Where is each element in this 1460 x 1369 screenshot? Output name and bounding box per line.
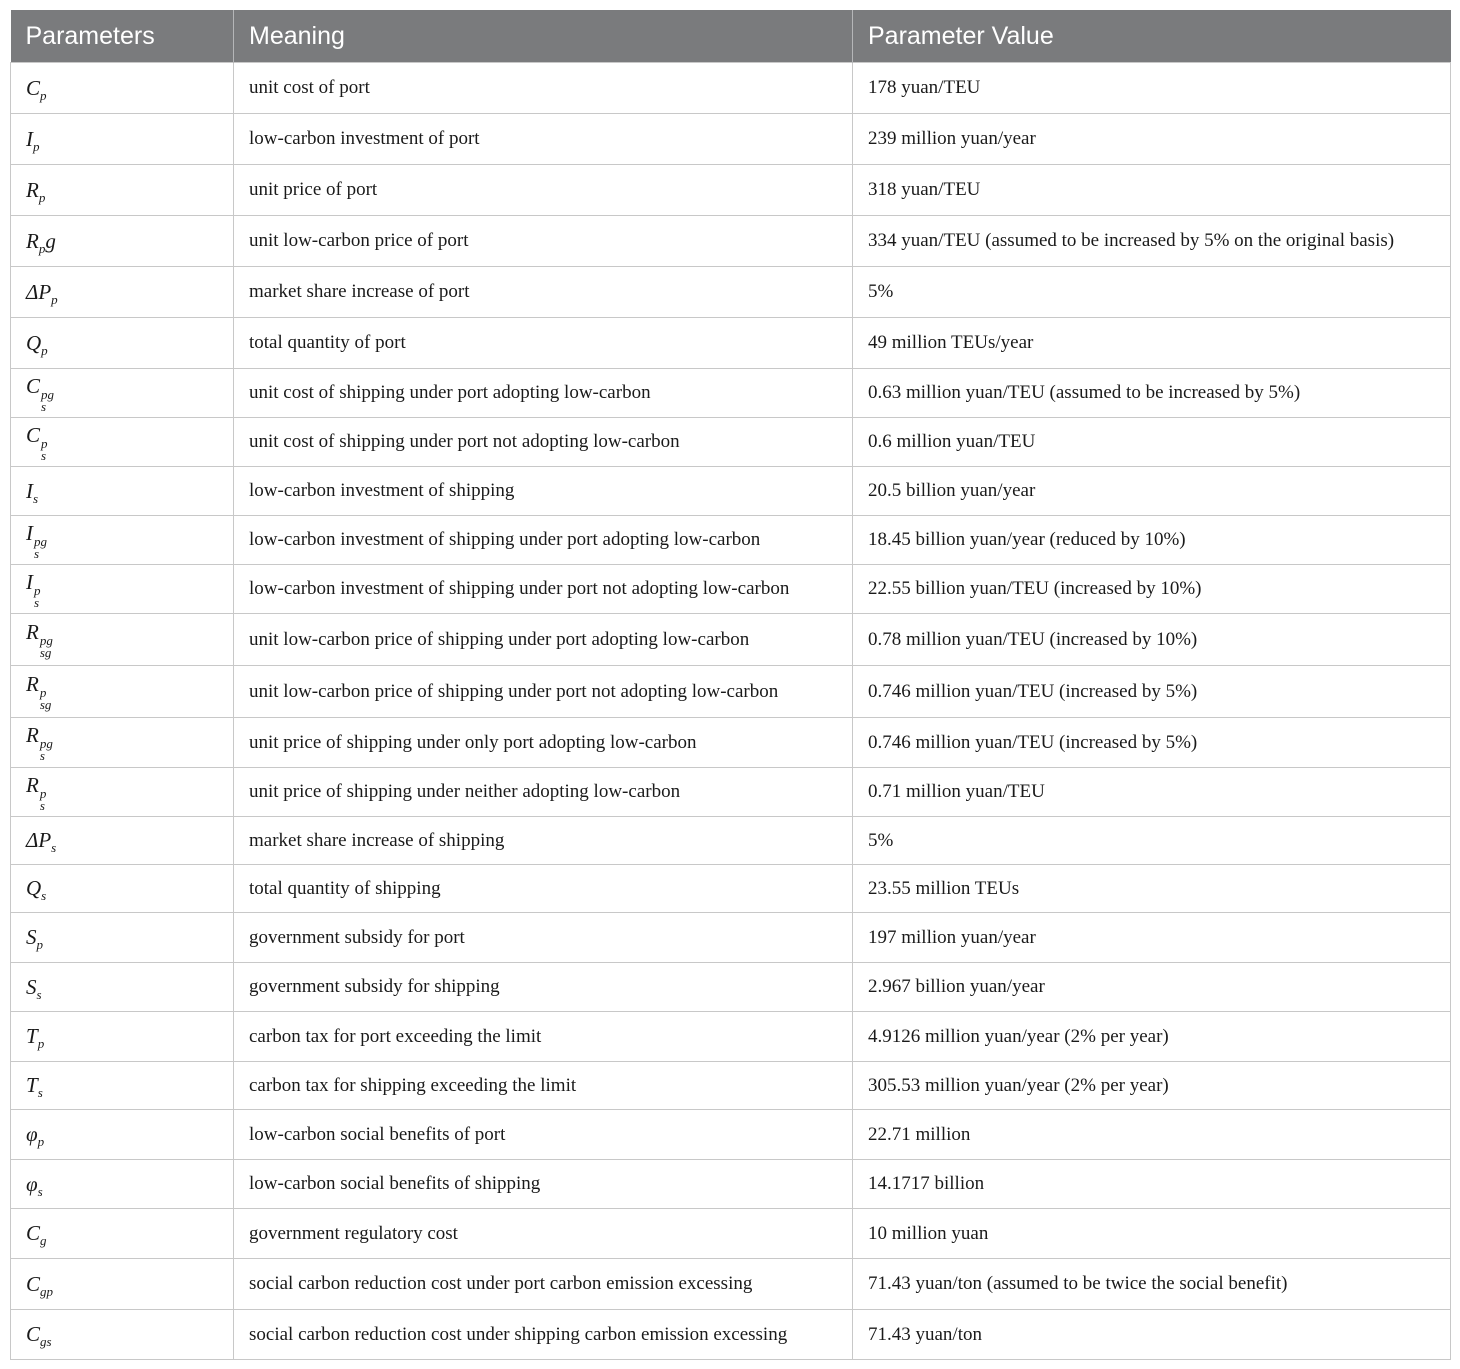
symbol-tail: g bbox=[45, 228, 56, 253]
parameter-symbol bbox=[11, 114, 234, 165]
parameter-symbol bbox=[11, 1259, 234, 1310]
symbol-superscript: p bbox=[41, 435, 48, 451]
symbol-script-stack bbox=[40, 635, 53, 659]
symbol-script-stack bbox=[39, 785, 47, 813]
table-row bbox=[11, 614, 1451, 666]
symbol-subscript: s bbox=[33, 490, 39, 506]
symbol-subscript: p bbox=[36, 937, 43, 953]
symbol-subscript: sg bbox=[39, 697, 52, 712]
parameter-meaning: total quantity of port bbox=[234, 318, 853, 369]
symbol-subscript: s bbox=[41, 888, 47, 904]
symbol-subscript: p bbox=[37, 1134, 45, 1150]
parameter-symbol bbox=[11, 267, 234, 318]
parameter-value: 305.53 million yuan/year (2% per year) bbox=[853, 1062, 1451, 1110]
parameter-symbol bbox=[11, 718, 234, 768]
symbol-script-stack bbox=[40, 738, 53, 762]
table-row bbox=[11, 865, 1451, 913]
symbol-superscript: pg bbox=[39, 736, 53, 751]
symbol-subscript: p bbox=[33, 138, 40, 154]
parameter-symbol bbox=[11, 216, 234, 267]
symbol-base: C bbox=[26, 422, 41, 447]
parameter-symbol bbox=[11, 913, 234, 963]
symbol-subscript: p bbox=[40, 87, 47, 103]
table-row bbox=[11, 114, 1451, 165]
symbol-base: ΔP bbox=[26, 828, 52, 852]
table-row bbox=[11, 718, 1451, 768]
table-row bbox=[11, 1012, 1451, 1062]
symbol-superscript: pg bbox=[34, 533, 47, 549]
parameter-meaning: unit low-carbon price of shipping under port not adopting low-carbon bbox=[234, 666, 853, 718]
parameter-value: 5% bbox=[853, 267, 1451, 318]
table-row bbox=[11, 913, 1451, 963]
parameter-value: 0.6 million yuan/TEU bbox=[853, 418, 1451, 467]
parameter-meaning: unit cost of shipping under port not adopting low-carbon bbox=[234, 418, 853, 467]
parameter-symbol bbox=[11, 865, 234, 913]
parameter-meaning: unit price of shipping under only port adopting low-carbon bbox=[234, 718, 853, 768]
symbol-base: R bbox=[26, 620, 39, 644]
parameter-meaning: social carbon reduction cost under shipping carbon emission excessing bbox=[234, 1310, 853, 1360]
parameter-symbol bbox=[11, 565, 234, 614]
symbol-subscript: p bbox=[41, 342, 48, 358]
parameter-meaning: government subsidy for shipping bbox=[234, 963, 853, 1012]
table-row bbox=[11, 318, 1451, 369]
parameter-value: 2.967 billion yuan/year bbox=[853, 963, 1451, 1012]
table-row bbox=[11, 63, 1451, 114]
symbol-subscript: s bbox=[36, 986, 42, 1002]
parameter-meaning: market share increase of port bbox=[234, 267, 853, 318]
parameter-value: 71.43 yuan/ton (assumed to be twice the social benefit) bbox=[853, 1259, 1451, 1310]
parameter-symbol bbox=[11, 768, 234, 817]
parameter-value: 22.55 billion yuan/TEU (increased by 10%) bbox=[853, 565, 1451, 614]
symbol-base: R bbox=[26, 772, 39, 797]
header-parameters: Parameters bbox=[11, 10, 234, 63]
parameter-meaning: market share increase of shipping bbox=[234, 817, 853, 865]
parameter-symbol bbox=[11, 614, 234, 666]
symbol-subscript: gp bbox=[40, 1283, 54, 1299]
table-row bbox=[11, 418, 1451, 467]
table-row bbox=[11, 1062, 1451, 1110]
symbol-subscript: s bbox=[34, 545, 40, 561]
parameter-value: 10 million yuan bbox=[853, 1209, 1451, 1259]
table-row bbox=[11, 1310, 1451, 1360]
parameter-meaning: unit price of port bbox=[234, 165, 853, 216]
parameter-meaning: low-carbon investment of shipping under port not adopting low-carbon bbox=[234, 565, 853, 614]
parameter-meaning: unit low-carbon price of shipping under port adopting low-carbon bbox=[234, 614, 853, 666]
symbol-base: φ bbox=[26, 1122, 38, 1146]
parameter-meaning: carbon tax for shipping exceeding the limit bbox=[234, 1062, 853, 1110]
parameter-meaning: total quantity of shipping bbox=[234, 865, 853, 913]
symbol-base: T bbox=[26, 1024, 38, 1048]
parameter-meaning: unit cost of shipping under port adopting low-carbon bbox=[234, 369, 853, 418]
parameter-meaning: unit price of shipping under neither adopting low-carbon bbox=[234, 768, 853, 817]
parameter-symbol bbox=[11, 369, 234, 418]
parameter-symbol bbox=[11, 418, 234, 467]
symbol-subscript: s bbox=[37, 1085, 43, 1101]
symbol-subscript: g bbox=[40, 1233, 47, 1249]
table-row bbox=[11, 467, 1451, 516]
symbol-subscript: p bbox=[37, 1036, 45, 1052]
symbol-base: I bbox=[26, 520, 33, 545]
parameter-value: 239 million yuan/year bbox=[853, 114, 1451, 165]
symbol-superscript: p bbox=[34, 582, 41, 598]
table-row bbox=[11, 768, 1451, 817]
parameter-value: 49 million TEUs/year bbox=[853, 318, 1451, 369]
header-meaning: Meaning bbox=[234, 10, 853, 63]
symbol-subscript: p bbox=[51, 291, 58, 307]
parameter-meaning: carbon tax for port exceeding the limit bbox=[234, 1012, 853, 1062]
symbol-superscript: p bbox=[39, 685, 47, 700]
table-row bbox=[11, 1110, 1451, 1160]
table-row bbox=[11, 165, 1451, 216]
parameter-symbol bbox=[11, 1310, 234, 1360]
parameter-symbol bbox=[11, 1012, 234, 1062]
symbol-base: I bbox=[26, 569, 33, 594]
table-row bbox=[11, 516, 1451, 565]
symbol-base: R bbox=[26, 228, 39, 253]
parameter-symbol bbox=[11, 165, 234, 216]
parameter-value: 22.71 million bbox=[853, 1110, 1451, 1160]
table-row bbox=[11, 216, 1451, 267]
symbol-subscript: s bbox=[41, 447, 47, 463]
parameter-symbol bbox=[11, 963, 234, 1012]
parameter-value: 318 yuan/TEU bbox=[853, 165, 1451, 216]
parameter-meaning: low-carbon investment of port bbox=[234, 114, 853, 165]
parameter-meaning: low-carbon social benefits of port bbox=[234, 1110, 853, 1160]
symbol-script-stack bbox=[34, 533, 47, 561]
symbol-subscript: p bbox=[38, 189, 46, 205]
parameter-symbol bbox=[11, 318, 234, 369]
parameter-symbol bbox=[11, 1062, 234, 1110]
parameter-meaning: low-carbon investment of shipping under port adopting low-carbon bbox=[234, 516, 853, 565]
symbol-superscript: pg bbox=[39, 633, 53, 648]
symbol-base: C bbox=[26, 75, 41, 100]
symbol-subscript: s bbox=[51, 840, 57, 856]
symbol-base: φ bbox=[26, 1171, 38, 1196]
table-row bbox=[11, 369, 1451, 418]
symbol-subscript: sg bbox=[39, 645, 52, 660]
table-body bbox=[11, 63, 1451, 1360]
parameter-meaning: unit cost of port bbox=[234, 63, 853, 114]
parameter-meaning: unit low-carbon price of port bbox=[234, 216, 853, 267]
parameter-meaning: low-carbon investment of shipping bbox=[234, 467, 853, 516]
symbol-base: C bbox=[26, 1221, 41, 1245]
parameter-symbol bbox=[11, 666, 234, 718]
symbol-base: S bbox=[26, 974, 37, 999]
parameter-meaning: government subsidy for port bbox=[234, 913, 853, 963]
symbol-base: T bbox=[26, 1073, 38, 1097]
table-row bbox=[11, 817, 1451, 865]
symbol-script-stack bbox=[40, 687, 52, 711]
symbol-base: I bbox=[26, 126, 33, 151]
symbol-base: C bbox=[26, 1271, 41, 1296]
symbol-base: I bbox=[26, 478, 33, 503]
table-row bbox=[11, 565, 1451, 614]
parameter-meaning: low-carbon social benefits of shipping bbox=[234, 1160, 853, 1209]
table-row bbox=[11, 267, 1451, 318]
parameter-symbol bbox=[11, 1110, 234, 1160]
header-row bbox=[11, 10, 1451, 63]
parameter-value: 197 million yuan/year bbox=[853, 913, 1451, 963]
table-row bbox=[11, 1209, 1451, 1259]
parameter-value: 23.55 million TEUs bbox=[853, 865, 1451, 913]
parameter-symbol bbox=[11, 467, 234, 516]
symbol-base: R bbox=[26, 723, 39, 747]
parameter-symbol bbox=[11, 63, 234, 114]
symbol-script-stack bbox=[41, 386, 55, 414]
symbol-base: R bbox=[26, 672, 39, 696]
parameter-value: 0.746 million yuan/TEU (increased by 5%) bbox=[853, 666, 1451, 718]
symbol-subscript: s bbox=[39, 797, 45, 813]
parameter-symbol bbox=[11, 817, 234, 865]
symbol-subscript: gs bbox=[40, 1334, 52, 1350]
table-row bbox=[11, 1160, 1451, 1209]
symbol-base: C bbox=[26, 373, 41, 398]
symbol-base: Q bbox=[26, 330, 42, 355]
parameter-value: 4.9126 million yuan/year (2% per year) bbox=[853, 1012, 1451, 1062]
parameter-meaning: government regulatory cost bbox=[234, 1209, 853, 1259]
parameter-value: 5% bbox=[853, 817, 1451, 865]
symbol-superscript: pg bbox=[41, 386, 55, 402]
header-parameter-value: Parameter Value bbox=[853, 10, 1451, 63]
parameter-symbol bbox=[11, 516, 234, 565]
symbol-base: R bbox=[26, 177, 39, 202]
symbol-base: ΔP bbox=[26, 279, 52, 304]
symbol-subscript: s bbox=[39, 748, 45, 763]
table-row bbox=[11, 1259, 1451, 1310]
symbol-superscript: p bbox=[39, 785, 47, 801]
parameter-meaning: social carbon reduction cost under port carbon emission excessing bbox=[234, 1259, 853, 1310]
symbol-subscript: p bbox=[38, 240, 46, 256]
table-header bbox=[11, 10, 1451, 63]
parameter-value: 71.43 yuan/ton bbox=[853, 1310, 1451, 1360]
parameters-table bbox=[10, 10, 1451, 1360]
parameter-value: 0.78 million yuan/TEU (increased by 10%) bbox=[853, 614, 1451, 666]
symbol-base: S bbox=[26, 925, 37, 949]
symbol-subscript: s bbox=[34, 594, 40, 610]
parameter-value: 14.1717 billion bbox=[853, 1160, 1451, 1209]
parameter-value: 0.63 million yuan/TEU (assumed to be increased by 5%) bbox=[853, 369, 1451, 418]
parameter-value: 18.45 billion yuan/year (reduced by 10%) bbox=[853, 516, 1451, 565]
parameter-symbol bbox=[11, 1160, 234, 1209]
parameter-value: 0.746 million yuan/TEU (increased by 5%) bbox=[853, 718, 1451, 768]
parameter-value: 0.71 million yuan/TEU bbox=[853, 768, 1451, 817]
symbol-subscript: s bbox=[37, 1183, 43, 1199]
symbol-base: Q bbox=[26, 876, 42, 900]
symbol-subscript: s bbox=[41, 398, 47, 414]
symbol-script-stack bbox=[41, 435, 48, 463]
symbol-script-stack bbox=[34, 582, 41, 610]
table-row bbox=[11, 666, 1451, 718]
symbol-base: C bbox=[26, 1322, 41, 1346]
parameter-value: 178 yuan/TEU bbox=[853, 63, 1451, 114]
parameter-symbol bbox=[11, 1209, 234, 1259]
parameter-value: 334 yuan/TEU (assumed to be increased by 5% on the original basis) bbox=[853, 216, 1451, 267]
table-row bbox=[11, 963, 1451, 1012]
parameter-value: 20.5 billion yuan/year bbox=[853, 467, 1451, 516]
